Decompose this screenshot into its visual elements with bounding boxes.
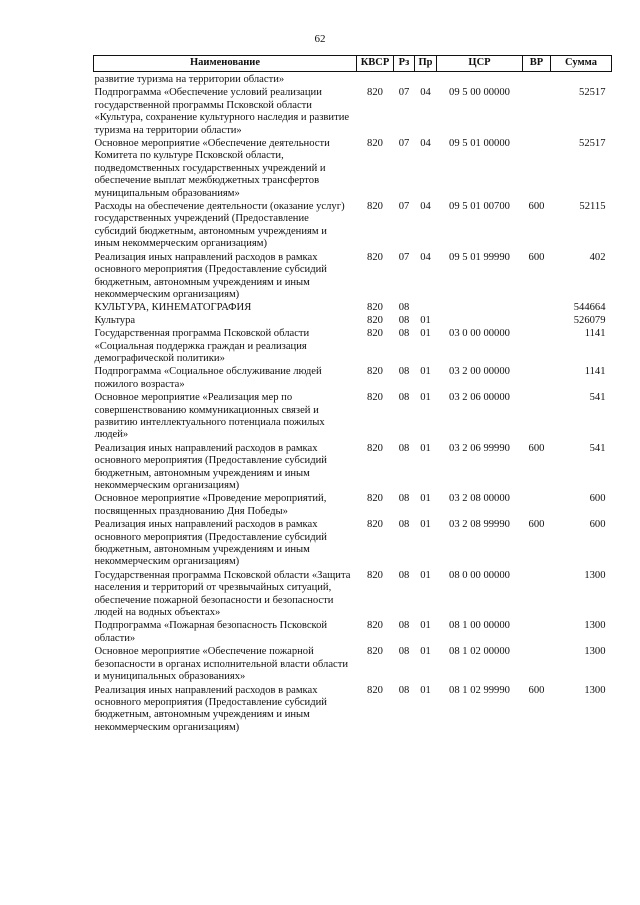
cell-vr <box>523 570 551 621</box>
cell-pr: 01 <box>420 569 431 581</box>
cell-name: Реализация иных направлений расходов в рамках основного мероприятия (Предоставление субсидий бюджетным, автономным учреждениям и иным некоммерческим организациям) <box>94 442 327 491</box>
cell-kvsr: 820 <box>367 392 383 404</box>
cell-sum: 600 <box>589 519 606 531</box>
table-row <box>94 366 612 392</box>
cell-rz: 08 <box>398 328 410 340</box>
cell-vr <box>523 646 551 684</box>
cell-pr <box>415 72 437 88</box>
cell-csr: 08 1 02 99990 <box>449 684 510 696</box>
cell-kvsr: 820 <box>367 314 383 326</box>
cell-pr: 01 <box>420 620 431 632</box>
column-header-kvsr: КВСР <box>357 56 394 72</box>
cell-kvsr: 820 <box>367 519 383 531</box>
cell-vr <box>523 315 551 328</box>
table-row <box>94 315 612 328</box>
table-row <box>94 620 612 646</box>
cell-vr: 600 <box>528 442 545 454</box>
cell-name: Подпрограмма «Обеспечение условий реализации государственной программы Псковской области «Культура, сохранение культурного наследия и развитие туризма на территории области» <box>94 87 350 136</box>
cell-sum: 1300 <box>584 684 606 696</box>
cell-vr <box>523 138 551 201</box>
cell-sum: 526079 <box>573 314 606 326</box>
cell-kvsr: 820 <box>367 684 383 696</box>
cell-pr: 04 <box>420 201 431 213</box>
cell-kvsr: 820 <box>367 87 383 99</box>
table-row <box>94 519 612 570</box>
cell-pr: 01 <box>420 493 431 505</box>
cell-name: Расходы на обеспечение деятельности (оказание услуг) государственных учреждений (Предоставление субсидий бюджетным, автономным учреждениям и иным некоммерческим организациям) <box>94 201 345 250</box>
table-row <box>94 252 612 303</box>
budget-table <box>93 55 612 735</box>
cell-sum: 600 <box>589 493 606 505</box>
cell-kvsr: 820 <box>367 366 383 378</box>
cell-vr <box>523 620 551 646</box>
cell-rz: 08 <box>398 314 410 326</box>
cell-kvsr <box>357 72 394 88</box>
cell-rz: 08 <box>398 684 410 696</box>
column-header-sum: Сумма <box>551 56 612 72</box>
cell-sum: 52115 <box>579 201 606 213</box>
column-header-rz: Рз <box>394 56 415 72</box>
cell-kvsr: 820 <box>367 620 383 632</box>
cell-pr: 01 <box>420 314 431 326</box>
cell-rz: 07 <box>398 251 410 263</box>
cell-sum: 52517 <box>579 138 606 150</box>
cell-rz: 08 <box>398 392 410 404</box>
cell-kvsr: 820 <box>367 442 383 454</box>
cell-name: Основное мероприятие «Проведение мероприятий, посвященных празднованию Дня Победы» <box>94 493 327 517</box>
cell-kvsr: 820 <box>367 328 383 340</box>
column-header-csr: ЦСР <box>437 56 523 72</box>
cell-rz: 08 <box>398 620 410 632</box>
cell-sum: 1141 <box>584 328 606 340</box>
cell-csr <box>437 72 523 88</box>
cell-sum: 1300 <box>584 646 606 658</box>
column-header-name: Наименование <box>94 56 357 72</box>
cell-rz: 07 <box>398 87 410 99</box>
cell-name: КУЛЬТУРА, КИНЕМАТОГРАФИЯ <box>94 302 252 314</box>
cell-pr: 04 <box>420 87 431 99</box>
cell-pr: 01 <box>420 328 431 340</box>
cell-kvsr: 820 <box>367 302 383 314</box>
cell-vr <box>523 392 551 443</box>
cell-kvsr: 820 <box>367 646 383 658</box>
cell-name: Основное мероприятие «Реализация мер по совершенствованию коммуникационных связей и развитию интеллектуального потенциала пожилых людей» <box>94 392 325 441</box>
cell-csr: 03 2 08 00000 <box>449 493 510 505</box>
cell-csr: 09 5 01 00000 <box>449 138 510 150</box>
cell-csr: 03 2 08 99990 <box>449 519 510 531</box>
cell-csr: 03 2 06 00000 <box>449 392 510 404</box>
table-header-row <box>94 56 612 72</box>
table-row <box>94 201 612 252</box>
cell-name: Основное мероприятие «Обеспечение деятельности Комитета по культуре Псковской области, подведомственных государственных учреждений и обеспечение выплат межбюджетных трансфертов муниципальным образованиям» <box>94 138 330 199</box>
cell-name: Реализация иных направлений расходов в рамках основного мероприятия (Предоставление субсидий бюджетным, автономным учреждениям и иным некоммерческим организациям) <box>94 519 327 568</box>
table-row <box>94 328 612 366</box>
cell-pr: 04 <box>420 251 431 263</box>
cell-vr <box>523 493 551 519</box>
cell-csr: 08 1 00 00000 <box>449 620 510 632</box>
table-row <box>94 646 612 684</box>
cell-sum: 402 <box>589 251 606 263</box>
table-row <box>94 302 612 314</box>
cell-sum: 52517 <box>579 87 606 99</box>
cell-kvsr: 820 <box>367 251 383 263</box>
cell-name: Основное мероприятие «Обеспечение пожарной безопасности в органах исполнительной власти области и муниципальных образованиях» <box>94 646 349 683</box>
page-number: 62 <box>314 33 326 45</box>
cell-vr <box>523 302 551 314</box>
cell-pr: 04 <box>420 138 431 150</box>
cell-vr <box>523 328 551 366</box>
cell-rz: 08 <box>398 569 410 581</box>
cell-name: развитие туризма на территории области» <box>94 74 285 85</box>
cell-csr: 03 2 00 00000 <box>449 366 510 378</box>
cell-rz: 07 <box>398 138 410 150</box>
table-row <box>94 493 612 519</box>
cell-csr: 09 5 00 00000 <box>449 87 510 99</box>
cell-sum: 541 <box>589 392 606 404</box>
cell-pr: 01 <box>420 684 431 696</box>
cell-csr <box>437 302 523 314</box>
table-row <box>94 443 612 494</box>
cell-pr: 01 <box>420 646 431 658</box>
cell-vr: 600 <box>528 201 545 213</box>
cell-csr: 03 2 06 99990 <box>449 442 510 454</box>
table-row <box>94 72 612 88</box>
cell-vr <box>523 72 551 88</box>
cell-pr: 01 <box>420 366 431 378</box>
cell-csr <box>437 315 523 328</box>
table-body <box>94 72 612 736</box>
cell-vr: 600 <box>528 519 545 531</box>
cell-kvsr: 820 <box>367 493 383 505</box>
cell-rz: 08 <box>398 442 410 454</box>
cell-rz: 08 <box>398 646 410 658</box>
cell-pr: 01 <box>420 442 431 454</box>
cell-sum <box>551 72 612 88</box>
table-row <box>94 87 612 138</box>
cell-name: Реализация иных направлений расходов в рамках основного мероприятия (Предоставление субсидий бюджетным, автономным учреждениям и иным некоммерческим организациям) <box>94 684 327 733</box>
cell-rz: 07 <box>398 201 410 213</box>
cell-csr: 09 5 01 00700 <box>449 201 510 213</box>
cell-csr: 09 5 01 99990 <box>449 251 510 263</box>
cell-name: Культура <box>94 314 136 326</box>
cell-vr: 600 <box>528 684 545 696</box>
cell-vr: 600 <box>528 251 545 263</box>
cell-kvsr: 820 <box>367 569 383 581</box>
cell-rz: 08 <box>398 366 410 378</box>
cell-vr <box>523 87 551 138</box>
column-header-pr: Пр <box>415 56 437 72</box>
cell-rz: 08 <box>398 302 410 314</box>
cell-name: Подпрограмма «Социальное обслуживание людей пожилого возраста» <box>94 366 322 390</box>
cell-sum: 544664 <box>573 302 606 314</box>
cell-rz: 08 <box>398 493 410 505</box>
column-header-vr: ВР <box>523 56 551 72</box>
cell-name: Государственная программа Псковской области «Социальная поддержка граждан и реализация демографической политики» <box>94 328 310 364</box>
cell-pr: 01 <box>420 392 431 404</box>
cell-name: Подпрограмма «Пожарная безопасность Псковской области» <box>94 620 328 644</box>
cell-rz <box>394 72 415 88</box>
cell-name: Реализация иных направлений расходов в рамках основного мероприятия (Предоставление субсидий бюджетным, автономным учреждениям и иным некоммерческим организациям) <box>94 251 327 300</box>
cell-sum: 1300 <box>584 569 606 581</box>
cell-name: Государственная программа Псковской области «Защита населения и территорий от чрезвычайных ситуаций, обеспечение пожарной безопасности и безопасности людей на водных объектах» <box>94 569 351 619</box>
table-row <box>94 138 612 201</box>
cell-sum: 1300 <box>584 620 606 632</box>
cell-pr <box>415 302 437 314</box>
table-row <box>94 685 612 736</box>
cell-sum: 1141 <box>584 366 606 378</box>
cell-csr: 08 1 02 00000 <box>449 646 510 658</box>
cell-sum: 541 <box>589 442 606 454</box>
cell-kvsr: 820 <box>367 138 383 150</box>
cell-csr: 08 0 00 00000 <box>449 569 510 581</box>
cell-kvsr: 820 <box>367 201 383 213</box>
cell-csr: 03 0 00 00000 <box>449 328 510 340</box>
table-row <box>94 570 612 621</box>
table-row <box>94 392 612 443</box>
cell-vr <box>523 366 551 392</box>
cell-pr: 01 <box>420 519 431 531</box>
cell-rz: 08 <box>398 519 410 531</box>
